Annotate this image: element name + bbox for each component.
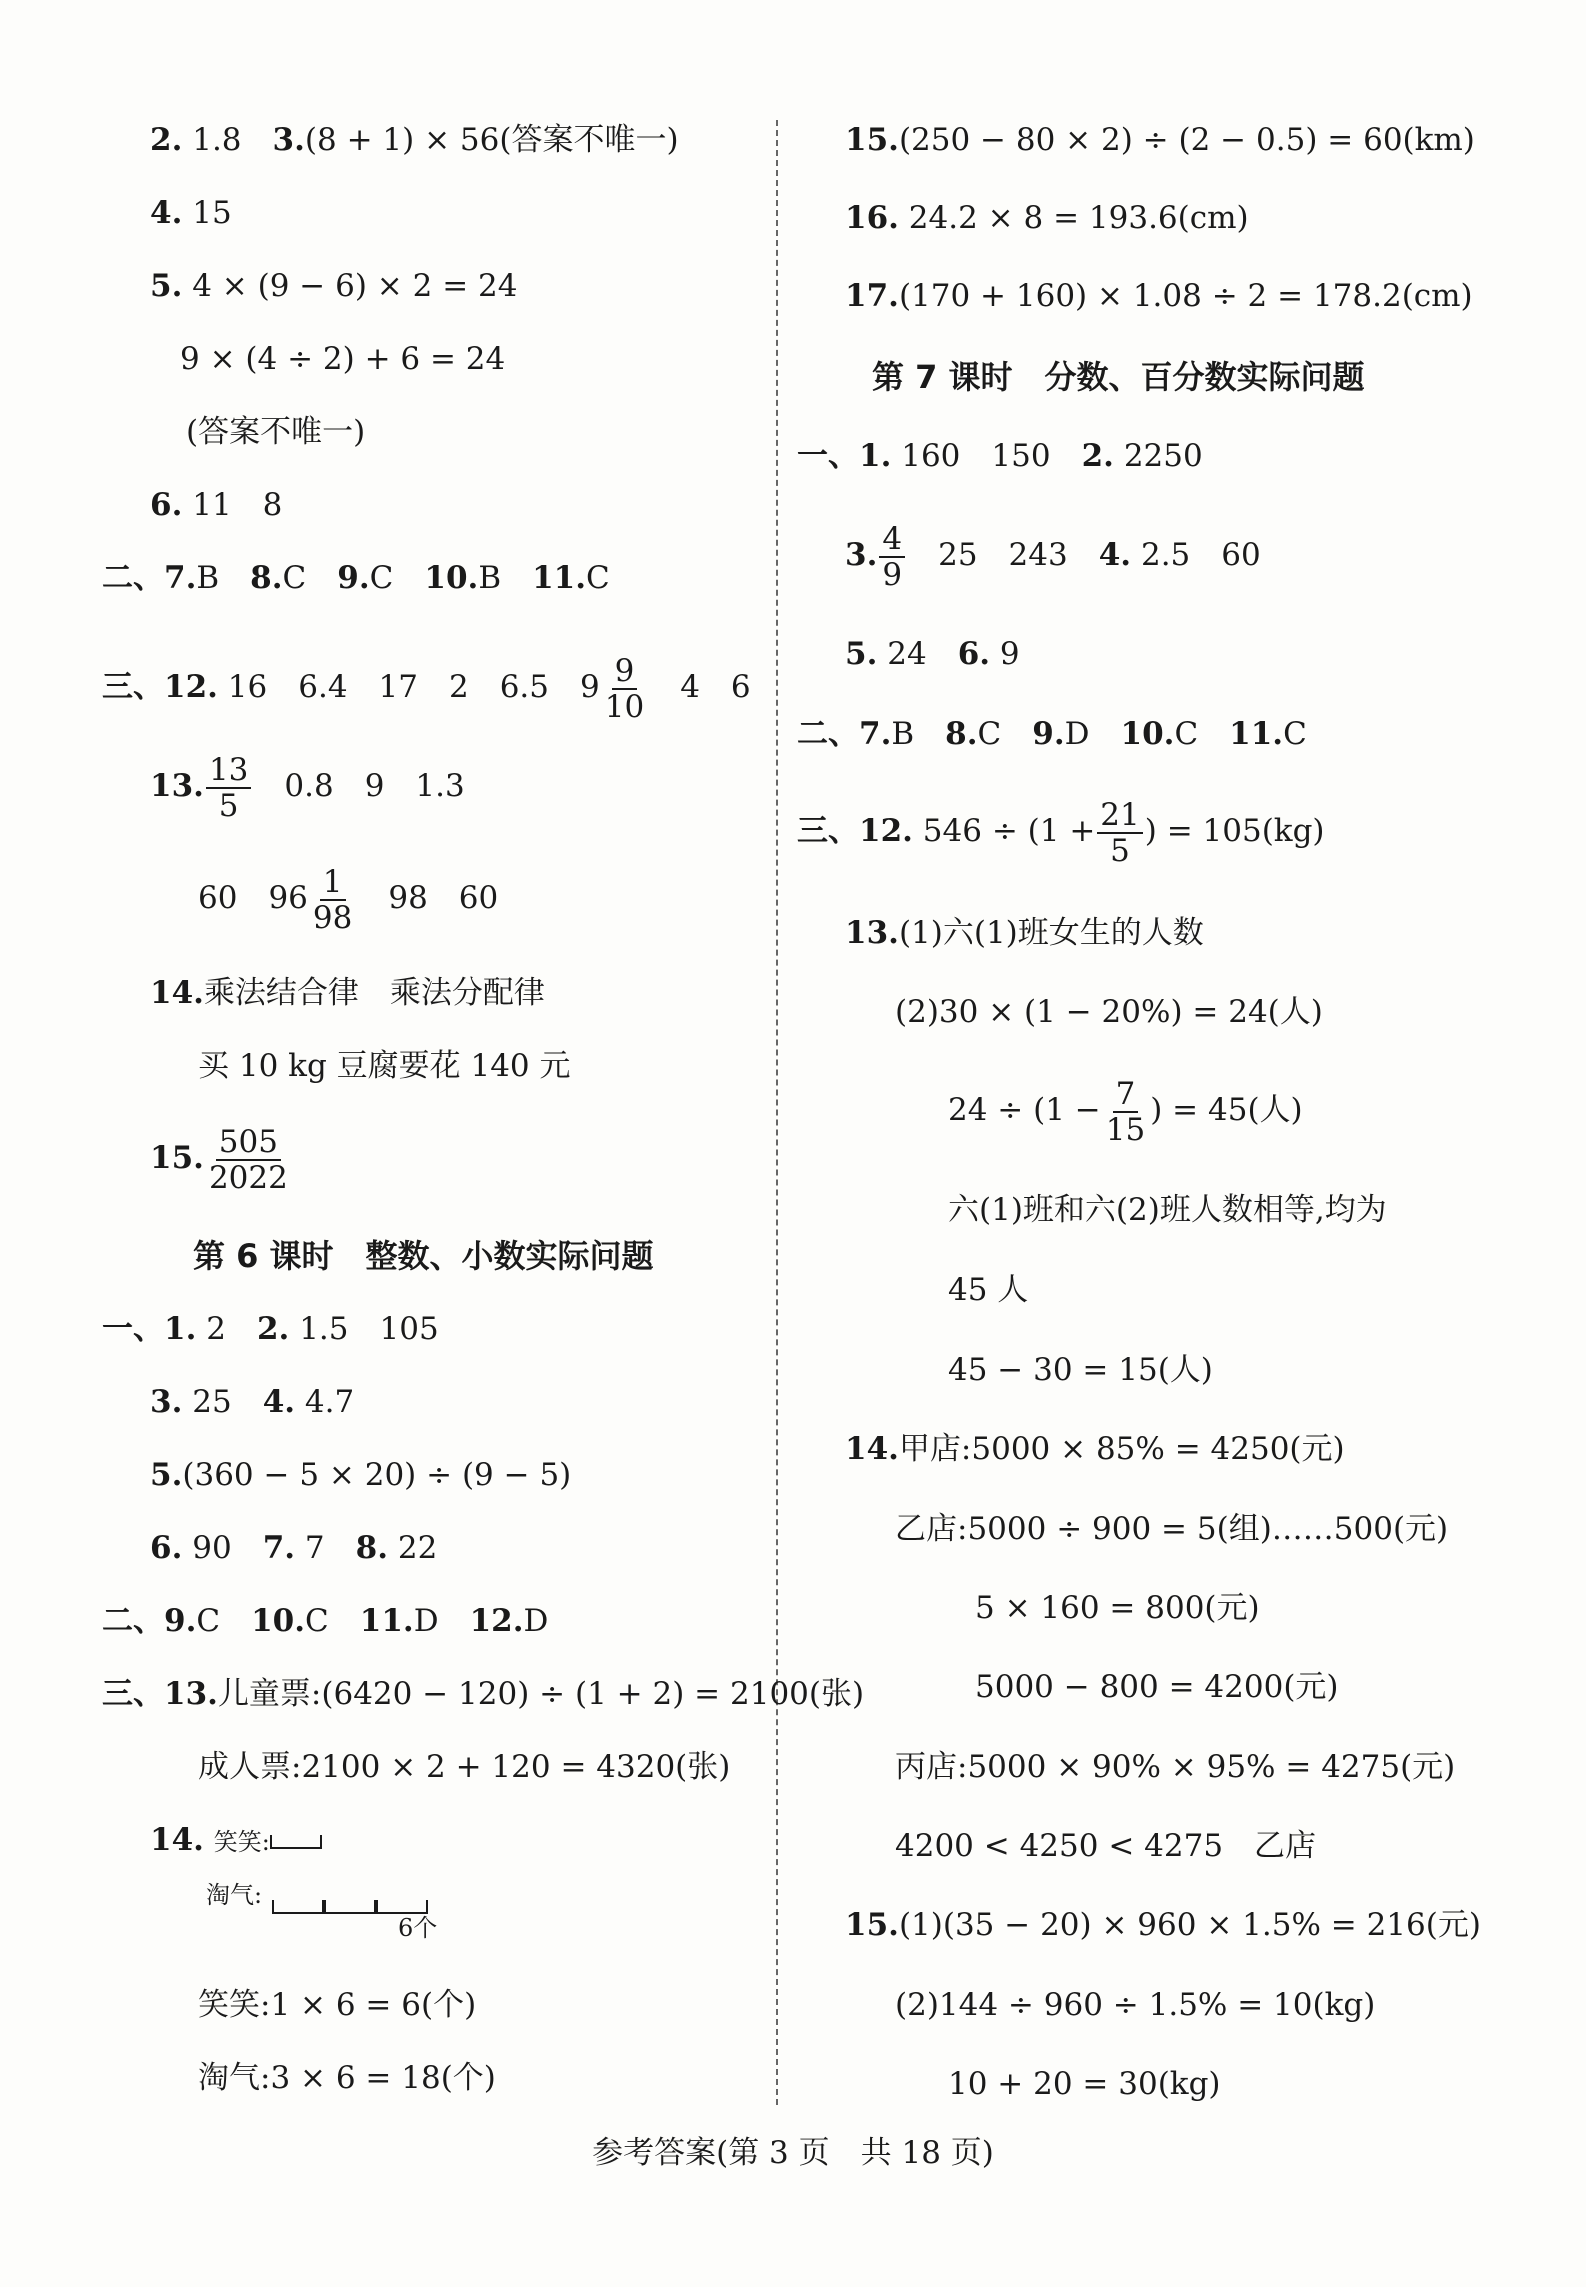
answer-line: 15.(250 − 80 × 2) ÷ (2 − 0.5) = 60(km): [845, 122, 1475, 158]
answer-line: 14. 笑笑:: [150, 1820, 322, 1860]
answer-line: 5. 4 × (9 − 6) × 2 = 24: [150, 268, 518, 304]
answer-line: 成人票:2100 × 2 + 120 = 4320(张): [198, 1749, 731, 1785]
answer-line: 5 × 160 = 800(元): [975, 1590, 1260, 1626]
answer-line: 5000 − 800 = 4200(元): [975, 1669, 1339, 1705]
answer-line: 6. 11 8: [150, 487, 283, 523]
answer-line: 一、1. 160 150 2. 2250: [797, 438, 1203, 474]
answer-line: 16. 24.2 × 8 = 193.6(cm): [845, 200, 1249, 236]
segment-bar: [270, 1835, 322, 1849]
answer-line: 15.(1)(35 − 20) × 960 × 1.5% = 216(元): [845, 1907, 1481, 1943]
answer-line: 10 + 20 = 30(kg): [948, 2066, 1221, 2102]
answer-line: 6. 90 7. 7 8. 22: [150, 1530, 438, 1566]
fraction: $\frac{7}{15}$: [1105, 1075, 1146, 1148]
answer-line: (2)144 ÷ 960 ÷ 1.5% = 10(kg): [895, 1987, 1376, 2023]
answer-line: 5.(360 − 5 × 20) ÷ (9 − 5): [150, 1457, 572, 1493]
answer-line: (答案不唯一): [186, 414, 366, 450]
page-footer: 参考答案(第 3 页 共 18 页): [592, 2135, 994, 2171]
answer-line: 3. $\frac{4}{9}$ 25 243 4. 2.5 60: [845, 520, 1261, 593]
answer-line: 丙店:5000 × 90% × 95% = 4275(元): [895, 1749, 1456, 1785]
answer-line: 9 × (4 ÷ 2) + 6 = 24: [180, 341, 506, 377]
answer-line: 4200 < 4250 < 4275 乙店: [895, 1828, 1317, 1864]
answer-line: 三、12. 546 ÷ (1 + $\frac{21}{5}$ ) = 105(kg): [797, 796, 1325, 869]
answer-line: 淘气:3 × 6 = 18(个): [198, 2060, 496, 2096]
answer-line: 二、7.B 8.C 9.C 10.B 11.C: [102, 560, 610, 596]
answer-line: 13. $\frac{13}{5}$ 0.8 9 1.3: [150, 751, 465, 824]
fraction: $\frac{4}{9}$: [879, 522, 905, 592]
answer-line: 14.甲店:5000 × 85% = 4250(元): [845, 1431, 1345, 1467]
answer-line: 乙店:5000 ÷ 900 = 5(组)……500(元): [895, 1511, 1449, 1547]
answer-line: 买 10 kg 豆腐要花 140 元: [198, 1048, 571, 1084]
fraction: $\frac{1}{98}$: [312, 863, 353, 936]
answer-line: 24 ÷ (1 − $\frac{7}{15}$ ) = 45(人): [948, 1075, 1303, 1148]
fraction: $\frac{505}{2022}$: [208, 1123, 288, 1196]
answer-line: 14.乘法结合律 乘法分配律: [150, 975, 545, 1011]
answer-line: 15. $\frac{505}{2022}$: [150, 1123, 293, 1193]
answer-line: 5. 24 6. 9: [845, 636, 1020, 672]
answer-line: 17.(170 + 160) × 1.08 ÷ 2 = 178.2(cm): [845, 278, 1473, 314]
answer-line: 60 96 $\frac{1}{98}$ 98 60: [198, 863, 499, 936]
diagram-label: 6个: [398, 1914, 438, 1942]
answer-line: 三、12. 16 6.4 17 2 6.5 9 $\frac{9}{10}$ 4 6: [102, 652, 751, 725]
fraction: $\frac{9}{10}$: [604, 652, 645, 725]
section-heading: 第 7 课时 分数、百分数实际问题: [872, 358, 1365, 396]
answer-line: 六(1)班和六(2)班人数相等,均为: [948, 1192, 1387, 1228]
answer-line: 笑笑:1 × 6 = 6(个): [198, 1987, 477, 2023]
answer-line: 一、1. 2 2. 1.5 105: [102, 1311, 439, 1347]
column-divider: [776, 120, 778, 2105]
answer-line: 二、9.C 10.C 11.D 12.D: [102, 1603, 549, 1639]
answer-line: (2)30 × (1 − 20%) = 24(人): [895, 994, 1323, 1030]
answer-line: 45 − 30 = 15(人): [948, 1352, 1213, 1388]
answer-line: 13.(1)六(1)班女生的人数: [845, 915, 1204, 951]
answer-line: 2. 1.8 3.(8 + 1) × 56(答案不唯一): [150, 122, 679, 158]
diagram-label: 淘气:: [206, 1881, 263, 1909]
fraction: $\frac{13}{5}$: [206, 753, 251, 823]
answer-line: 三、13.儿童票:(6420 − 120) ÷ (1 + 2) = 2100(张): [102, 1676, 865, 1712]
answer-line: 二、7.B 8.C 9.D 10.C 11.C: [797, 716, 1307, 752]
answer-line: 4. 15: [150, 195, 232, 231]
answer-line: 45 人: [948, 1272, 1029, 1308]
fraction: $\frac{21}{5}$: [1097, 798, 1142, 868]
section-heading: 第 6 课时 整数、小数实际问题: [193, 1237, 654, 1275]
answer-line: 3. 25 4. 4.7: [150, 1384, 355, 1420]
